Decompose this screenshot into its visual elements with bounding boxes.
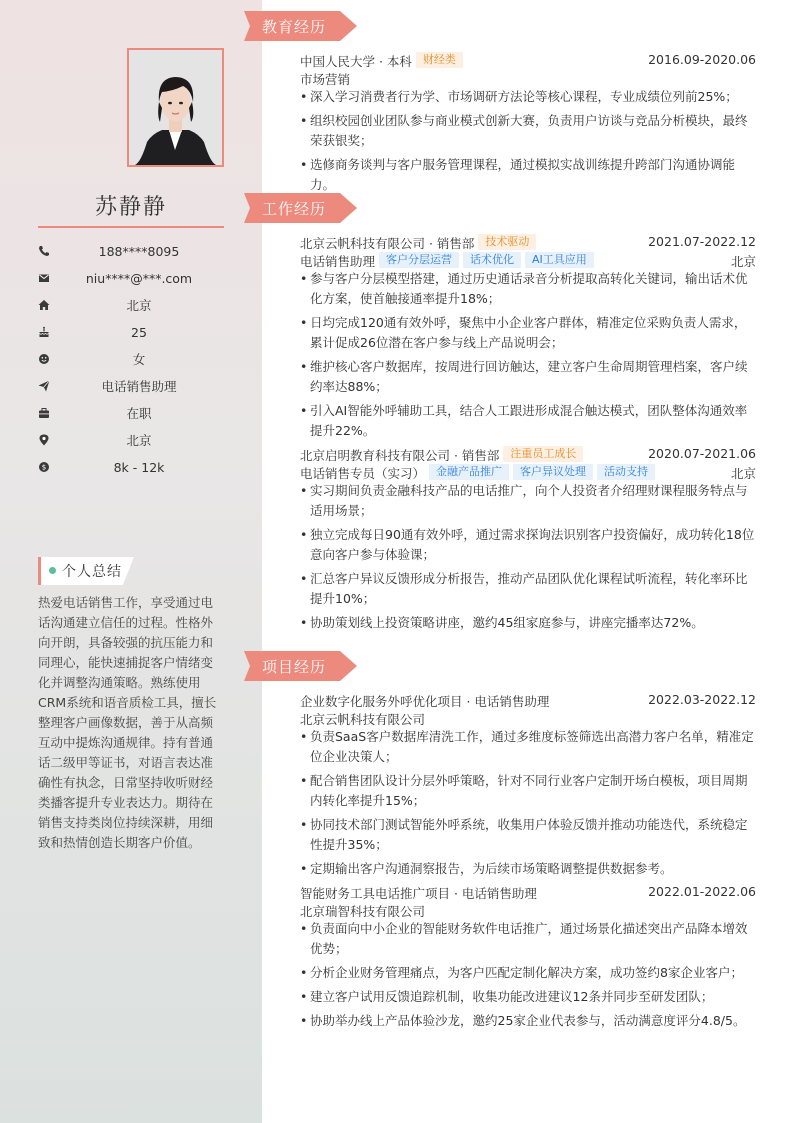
- work-2-role-row: [300, 464, 756, 482]
- location-pin-icon: [38, 434, 50, 446]
- list-item: • 协助策划线上投资策略讲座，邀约45组家庭参与，讲座完播率达72%。: [300, 615, 704, 630]
- work-1-role-row: [300, 252, 756, 270]
- list-item: • 组织校园创业团队参与商业模式创新大赛，负责用户访谈与竞品分析模块，最终荣获银奖；: [300, 113, 748, 148]
- list-item: • 定期输出客户沟通洞察报告，为后续市场策略调整提供数据参考。: [300, 861, 673, 876]
- status-text: 在职: [126, 406, 152, 421]
- section-title-project: 项目经历: [262, 658, 327, 676]
- portrait-image: [129, 50, 222, 165]
- list-item: • 日均完成120通有效外呼，聚焦中小企业客户群体，精准定位采购负责人需求，累计促成26位潜在客户参与线上产品说明会；: [300, 315, 747, 350]
- cake-icon: [38, 326, 50, 338]
- send-icon: [38, 380, 50, 392]
- work-city: 北京: [730, 254, 756, 269]
- section-header-work: [244, 193, 357, 223]
- role: 电话销售专员（实习）: [300, 466, 426, 481]
- section-header-project: [244, 651, 357, 681]
- list-item: • 独立完成每日90通有效外呼，通过需求探询法识别客户投资偏好，成功转化18位意向客户参与体验课；: [300, 527, 755, 562]
- salary-text: 8k - 12k: [113, 460, 165, 475]
- name-divider: [38, 226, 224, 228]
- work-city: 北京: [730, 466, 756, 481]
- info-age: [38, 324, 224, 344]
- summary-text: 热爱电话销售工作，享受通过电话沟通建立信任的过程。性格外向开朗，具备较强的抗压能力和同理心，能快速捕捉客户情绪变化并调整沟通策略。熟练使用CRM系统和语音质检工具，擅长整理客户画像数据，善于从高频互动中提炼沟通规律。持有普通话二级甲等证书，对语言表达准确性有执念，日常坚持收听财经类播客提升专业表达力。期待在销售支持类岗位持续深耕，用细致和热情创造长期客户价值。: [38, 595, 217, 850]
- info-position: [38, 378, 224, 398]
- list-item: • 配合销售团队设计分层外呼策略，针对不同行业客户定制开场白模板，项目周期内转化率提升15%；: [300, 773, 748, 808]
- smile-icon: [38, 353, 50, 365]
- list-item: • 建立客户试用反馈追踪机制，收集功能改进建议12条并同步至研发团队；: [300, 989, 714, 1004]
- section-title-education: 教育经历: [262, 18, 327, 36]
- company-name: 北京启明教育科技有限公司 · 销售部: [300, 448, 500, 463]
- project-1-org-row: [300, 710, 756, 728]
- skill-tag: 话术优化: [463, 252, 521, 268]
- info-location: [38, 432, 224, 452]
- candidate-name: 苏静静: [94, 195, 167, 220]
- info-home: [38, 297, 224, 317]
- home-icon: [38, 299, 50, 311]
- education-major-row: [300, 70, 756, 88]
- project-2-header: [300, 884, 756, 902]
- skill-tag: 客户异议处理: [513, 464, 593, 480]
- position-text: 电话销售助理: [101, 379, 177, 394]
- company-tag: 注重员工成长: [503, 446, 583, 462]
- info-phone: [38, 243, 224, 263]
- email-icon: [38, 272, 50, 284]
- skill-tag: 活动支持: [597, 464, 655, 480]
- phone-icon: [38, 245, 50, 257]
- list-item: • 选修商务谈判与客户服务管理课程，通过模拟实战训练提升跨部门沟通协调能力。: [300, 157, 736, 192]
- dot-icon: [49, 567, 56, 574]
- project-date: 2022.03-2022.12: [648, 692, 756, 707]
- work-2-header: [300, 446, 756, 464]
- education-date: 2016.09-2020.06: [648, 52, 756, 67]
- summary-heading-bar: [38, 557, 41, 585]
- list-item: • 参与客户分层模型搭建，通过历史通话录音分析提取高转化关键词，输出话术优化方案，使首触接通率提升18%；: [300, 271, 748, 306]
- list-item: • 负责面向中小企业的智能财务软件电话推广，通过场景化描述突出产品降本增效优势；: [300, 921, 748, 956]
- list-item: • 协助举办线上产品体验沙龙，邀约25家企业代表参与，活动满意度评分4.8/5。: [300, 1013, 746, 1028]
- info-status: [38, 405, 224, 425]
- project-org: 北京云帆科技有限公司: [300, 712, 426, 727]
- list-item: • 实习期间负责金融科技产品的电话推广，向个人投资者介绍理财课程服务特点与适用场景；: [300, 483, 748, 518]
- profile-photo: [127, 48, 224, 167]
- company-name: 北京云帆科技有限公司 · 销售部: [300, 236, 475, 251]
- list-item: • 深入学习消费者行为学、市场调研方法论等核心课程，专业成绩位列前25%；: [300, 89, 738, 104]
- summary-heading: [38, 557, 134, 585]
- list-item: • 维护核心客户数据库，按周进行回访触达，建立客户生命周期管理档案，客户续约率达88%；: [300, 359, 748, 394]
- skill-tag: AI工具应用: [525, 252, 594, 268]
- home-text: 北京: [126, 298, 152, 313]
- section-title-work: 工作经历: [262, 200, 327, 218]
- project-date: 2022.01-2022.06: [648, 884, 756, 899]
- briefcase-icon: [38, 407, 50, 419]
- gender-text: 女: [132, 352, 146, 367]
- skill-tag: 金融产品推广: [429, 464, 509, 480]
- company-tag: 技术驱动: [478, 234, 536, 250]
- salary-icon: [38, 461, 50, 473]
- list-item: • 负责SaaS客户数据库清洗工作，通过多维度标签筛选出高潜力客户名单，精准定位企业决策人；: [300, 729, 754, 764]
- project-name: 企业数字化服务外呼优化项目 · 电话销售助理: [300, 694, 550, 709]
- skill-tag: 客户分层运营: [379, 252, 459, 268]
- location-text: 北京: [126, 433, 152, 448]
- role: 电话销售助理: [300, 254, 376, 269]
- list-item: • 分析企业财务管理痛点，为客户匹配定制化解决方案，成功签约8家企业客户；: [300, 965, 743, 980]
- project-2-org-row: [300, 902, 756, 920]
- svg-text:$: $: [41, 463, 47, 472]
- email-text: niu****@***.com: [85, 271, 193, 286]
- major: 市场营销: [300, 72, 351, 87]
- phone-text: 188****8095: [98, 244, 180, 259]
- list-item: • 协同技术部门测试智能外呼系统，收集用户体验反馈并推动功能迭代，系统稳定性提升35%；: [300, 817, 748, 852]
- work-date: 2021.07-2022.12: [648, 234, 756, 249]
- list-item: • 引入AI智能外呼辅助工具，结合人工跟进形成混合触达模式，团队整体沟通效率提升22%。: [300, 403, 748, 438]
- info-salary: [38, 459, 224, 479]
- info-email: [38, 270, 224, 290]
- age-text: 25: [131, 325, 147, 340]
- work-date: 2020.07-2021.06: [648, 446, 756, 461]
- project-org: 北京瑞智科技有限公司: [300, 904, 426, 919]
- education-header: [300, 52, 756, 70]
- summary-title: 个人总结: [62, 564, 122, 580]
- project-name: 智能财务工具电话推广项目 · 电话销售助理: [300, 886, 537, 901]
- school-name: 中国人民大学 · 本科: [300, 54, 412, 69]
- project-1-header: [300, 692, 756, 710]
- work-1-header: [300, 234, 756, 252]
- school-tag: 财经类: [416, 52, 463, 68]
- list-item: • 汇总客户异议反馈形成分析报告，推动产品团队优化课程试听流程，转化率环比提升10%；: [300, 571, 748, 606]
- info-gender: [38, 351, 224, 371]
- section-header-education: [244, 11, 357, 41]
